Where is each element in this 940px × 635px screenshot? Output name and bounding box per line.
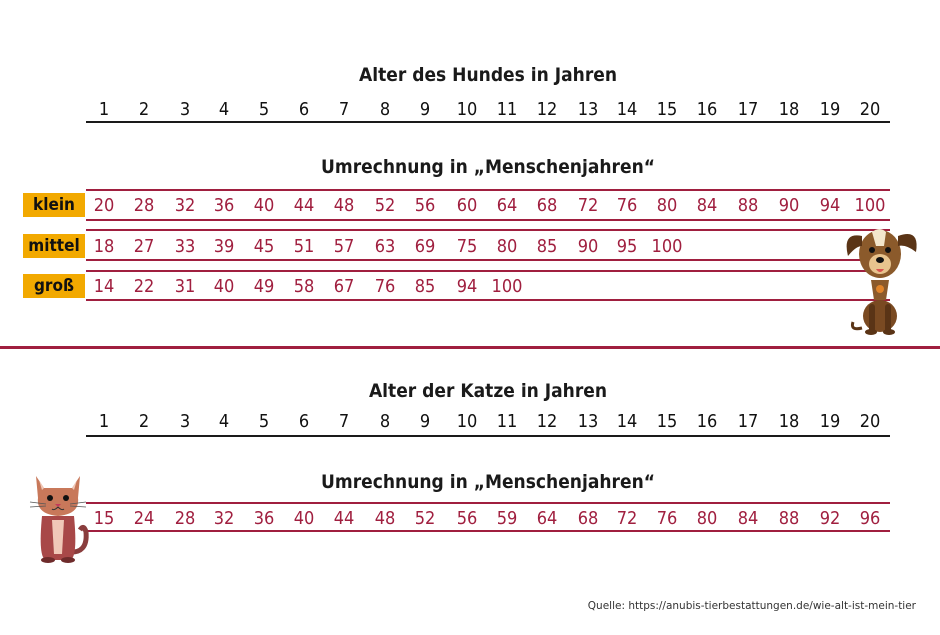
cat-year-cell: 10	[456, 411, 478, 432]
dog-human-age-cell: 60	[456, 195, 478, 216]
cat-human-age-cell: 28	[174, 508, 196, 529]
dog-human-age-cell: 85	[414, 276, 436, 297]
size-label-klein: klein	[23, 193, 85, 217]
cat-year-cell: 15	[656, 411, 678, 432]
cat-conversion-heading: Umrechnung in „Menschenjahren“	[321, 471, 655, 493]
dog-human-age-cell: 94	[819, 195, 841, 216]
dog-human-age-cell: 67	[333, 276, 355, 297]
dog-human-age-cell: 90	[577, 236, 599, 257]
dog-mittel-rule-top	[86, 229, 890, 231]
dog-gross-row	[86, 272, 890, 302]
cat-human-age-cell: 92	[819, 508, 841, 529]
dog-human-age-cell: 28	[133, 195, 155, 216]
cat-human-age-cell: 36	[253, 508, 275, 529]
dog-human-age-cell: 85	[536, 236, 558, 257]
dog-year-cell: 9	[419, 99, 431, 120]
cat-human-age-cell: 15	[93, 508, 115, 529]
dog-human-age-cell: 40	[253, 195, 275, 216]
cat-human-age-cell: 44	[333, 508, 355, 529]
cat-human-age-cell: 40	[293, 508, 315, 529]
dog-year-cell: 12	[536, 99, 558, 120]
dog-human-age-cell: 56	[414, 195, 436, 216]
dog-year-cell: 3	[179, 99, 191, 120]
dog-year-cell: 20	[859, 99, 881, 120]
cat-year-cell: 4	[218, 411, 230, 432]
dog-human-age-cell: 75	[456, 236, 478, 257]
dog-human-age-cell: 14	[93, 276, 115, 297]
dog-human-age-cell: 57	[333, 236, 355, 257]
cat-year-cell: 16	[696, 411, 718, 432]
cat-human-age-cell: 76	[656, 508, 678, 529]
cat-human-age-cell: 48	[374, 508, 396, 529]
dog-human-age-cell: 40	[213, 276, 235, 297]
dog-human-age-cell: 69	[414, 236, 436, 257]
dog-age-heading: Alter des Hundes in Jahren	[358, 64, 618, 86]
cat-human-age-cell: 59	[496, 508, 518, 529]
dog-conversion-heading: Umrechnung in „Menschenjahren“	[321, 156, 655, 178]
cat-year-cell: 5	[258, 411, 270, 432]
cat-human-age-cell: 88	[778, 508, 800, 529]
dog-gross-rule-bottom	[86, 299, 890, 301]
dog-human-age-cell: 63	[374, 236, 396, 257]
cat-human-age-cell: 80	[696, 508, 718, 529]
dog-human-age-cell: 31	[174, 276, 196, 297]
cat-years-rule	[86, 435, 890, 437]
cat-year-cell: 11	[496, 411, 518, 432]
dog-klein-rule-bottom	[86, 219, 890, 221]
dog-human-age-cell: 90	[778, 195, 800, 216]
cat-age-heading: Alter der Katze in Jahren	[368, 380, 608, 402]
dog-human-age-cell: 44	[293, 195, 315, 216]
dog-year-cell: 19	[819, 99, 841, 120]
cat-human-age-cell: 64	[536, 508, 558, 529]
dog-human-age-cell: 80	[496, 236, 518, 257]
dog-year-cell: 4	[218, 99, 230, 120]
dog-year-cell: 11	[496, 99, 518, 120]
cat-year-cell: 3	[179, 411, 191, 432]
dog-human-age-cell: 18	[93, 236, 115, 257]
dog-year-cell: 18	[778, 99, 800, 120]
dog-human-age-cell: 100	[854, 195, 886, 216]
cat-human-age-cell: 96	[859, 508, 881, 529]
dog-year-cell: 16	[696, 99, 718, 120]
dog-human-age-cell: 68	[536, 195, 558, 216]
dog-year-cell: 1	[98, 99, 110, 120]
cat-human-age-cell: 84	[737, 508, 759, 529]
cat-year-cell: 6	[298, 411, 310, 432]
cat-human-age-cell: 52	[414, 508, 436, 529]
dog-human-age-cell: 51	[293, 236, 315, 257]
dog-mittel-row	[86, 232, 890, 262]
cat-year-cell: 2	[138, 411, 150, 432]
dog-klein-row	[86, 191, 890, 221]
cat-year-cell: 20	[859, 411, 881, 432]
dog-human-age-cell: 100	[651, 236, 683, 257]
dog-years-rule	[86, 121, 890, 123]
dog-human-age-cell: 76	[616, 195, 638, 216]
cat-year-cell: 9	[419, 411, 431, 432]
dog-year-cell: 13	[577, 99, 599, 120]
dog-human-age-cell: 64	[496, 195, 518, 216]
dog-mittel-rule-bottom	[86, 259, 890, 261]
dog-human-age-cell: 80	[656, 195, 678, 216]
cat-year-cell: 19	[819, 411, 841, 432]
cat-year-cell: 7	[338, 411, 350, 432]
dog-human-age-cell: 32	[174, 195, 196, 216]
cat-year-cell: 13	[577, 411, 599, 432]
dog-year-cell: 15	[656, 99, 678, 120]
dog-human-age-cell: 27	[133, 236, 155, 257]
dog-year-cell: 8	[379, 99, 391, 120]
cat-human-age-cell: 32	[213, 508, 235, 529]
dog-human-age-cell: 20	[93, 195, 115, 216]
dog-human-age-cell: 76	[374, 276, 396, 297]
cat-years-row	[86, 407, 890, 437]
cat-year-cell: 18	[778, 411, 800, 432]
cat-year-cell: 1	[98, 411, 110, 432]
dog-year-cell: 5	[258, 99, 270, 120]
dog-human-age-cell: 33	[174, 236, 196, 257]
cat-illustration	[22, 468, 94, 564]
dog-human-age-cell: 48	[333, 195, 355, 216]
dog-illustration	[840, 218, 924, 336]
cat-human-age-cell: 24	[133, 508, 155, 529]
dog-human-age-cell: 100	[491, 276, 523, 297]
cat-rule-bottom	[86, 530, 890, 532]
dog-year-cell: 10	[456, 99, 478, 120]
dog-human-age-cell: 95	[616, 236, 638, 257]
dog-year-cell: 6	[298, 99, 310, 120]
dog-human-age-cell: 36	[213, 195, 235, 216]
dog-year-cell: 2	[138, 99, 150, 120]
dog-human-age-cell: 94	[456, 276, 478, 297]
dog-human-age-cell: 52	[374, 195, 396, 216]
dog-human-age-cell: 88	[737, 195, 759, 216]
cat-year-cell: 14	[616, 411, 638, 432]
dog-human-age-cell: 49	[253, 276, 275, 297]
dog-year-cell: 7	[338, 99, 350, 120]
dog-human-age-cell: 22	[133, 276, 155, 297]
section-divider	[0, 346, 940, 349]
size-label-gross: groß	[23, 274, 85, 298]
cat-year-cell: 17	[737, 411, 759, 432]
dog-human-age-cell: 45	[253, 236, 275, 257]
cat-year-cell: 8	[379, 411, 391, 432]
cat-human-age-cell: 72	[616, 508, 638, 529]
dog-human-age-cell: 72	[577, 195, 599, 216]
cat-human-age-cell: 56	[456, 508, 478, 529]
dog-human-age-cell: 84	[696, 195, 718, 216]
source-citation: Quelle: https://anubis-tierbestattungen.de/wie-alt-ist-mein-tier	[587, 600, 916, 612]
cat-year-cell: 12	[536, 411, 558, 432]
size-label-mittel: mittel	[23, 234, 85, 258]
dog-human-age-cell: 39	[213, 236, 235, 257]
cat-human-age-cell: 68	[577, 508, 599, 529]
dog-year-cell: 17	[737, 99, 759, 120]
dog-human-age-cell: 58	[293, 276, 315, 297]
dog-year-cell: 14	[616, 99, 638, 120]
